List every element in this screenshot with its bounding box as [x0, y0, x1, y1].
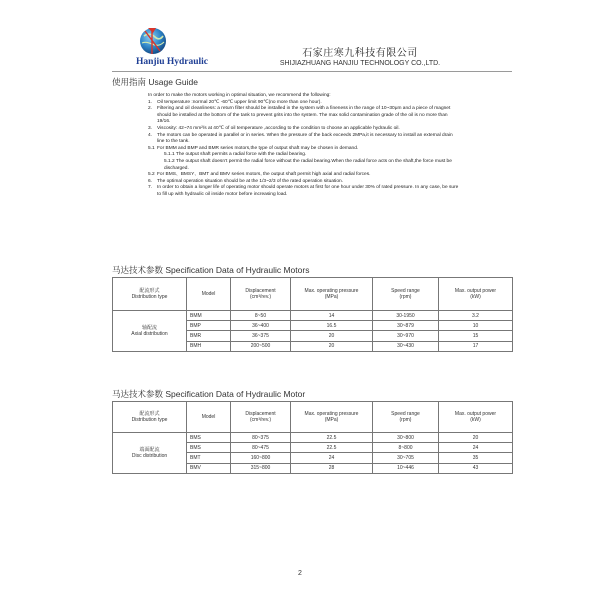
- header-text: Displacement: [245, 410, 276, 417]
- cell-model: BMP: [187, 321, 231, 331]
- header-power: [439, 402, 513, 433]
- header-text: Max. operating pressure: [304, 410, 359, 417]
- header-unit: (rpm): [399, 294, 412, 300]
- cell-speed: 30-1950: [373, 311, 439, 321]
- header-model: Model: [187, 278, 231, 311]
- cell-displacement: 315~800: [231, 463, 291, 473]
- cell-power: 24: [439, 443, 513, 453]
- cell-pressure: 24: [291, 453, 373, 463]
- usage-item-num: 2.: [148, 106, 153, 112]
- usage-item-text: 5.1.2 The output shaft doesn’t permit the radial force without the radial bearing.When the radial force acts on the shaft,the force must be discharged.: [164, 158, 452, 171]
- cell-pressure: 28: [291, 463, 373, 473]
- cell-pressure: 20: [291, 331, 373, 341]
- cell-power: 35: [439, 453, 513, 463]
- usage-item-text: Filtering and oil cleanliness: a return filter should be installed in the system with a fineness in the range of 10~30μm and a piece of magnet should be installed at the bottom of the tank to prevent grits into the system. The max solid contamination grade of the oil is no more than 19/16.: [157, 106, 451, 125]
- header-distribution-type: [113, 278, 187, 311]
- cell-speed: 30~705: [373, 453, 439, 463]
- header-text: Max. output power: [454, 287, 497, 294]
- spec-table-1-title: 马达技术参数 Specification Data of Hydraulic Motors: [112, 265, 310, 275]
- cell-displacement: 200~500: [231, 341, 291, 351]
- usage-item: [148, 172, 460, 179]
- table-row: [113, 433, 513, 443]
- usage-intro: In order to make the motors working in optimal situation, we recommend the following:: [148, 93, 331, 98]
- header-unit: (kW): [470, 294, 481, 300]
- header-pressure: [291, 402, 373, 433]
- group-label-en: Axial distribution: [131, 330, 168, 337]
- header-unit: (rpm): [399, 417, 412, 423]
- usage-item-num: 5.1: [148, 145, 155, 151]
- header-text: Max. output power: [454, 410, 497, 417]
- header-text: Displacement: [245, 287, 276, 294]
- usage-item-text: Oil temperature :normal 20℃ -60℃ upper limit 90℃(no more than one hour).: [157, 99, 322, 105]
- group-cell: [113, 433, 187, 474]
- header-text: 配流形式: [139, 287, 160, 294]
- header-power: [439, 278, 513, 311]
- usage-item-num: 5.2: [148, 172, 155, 178]
- header-displacement: [231, 402, 291, 433]
- usage-guide-title: 使用指南 Usage Guide: [112, 77, 198, 87]
- usage-item: [148, 126, 460, 133]
- header-text: Max. operating pressure: [304, 287, 359, 294]
- header-text: Speed range: [391, 410, 420, 417]
- company-name-block: [250, 44, 470, 67]
- cell-power: 43: [439, 463, 513, 473]
- cell-power: 3.2: [439, 311, 513, 321]
- cell-power: 10: [439, 321, 513, 331]
- cell-pressure: 20: [291, 341, 373, 351]
- cell-model: BMH: [187, 341, 231, 351]
- header-speed: [373, 402, 439, 433]
- spec-table-disc: [112, 401, 513, 474]
- cell-speed: 30~879: [373, 321, 439, 331]
- usage-item-num: 4.: [148, 132, 153, 138]
- globe-logo-icon: [136, 24, 170, 58]
- cell-pressure: 16.5: [291, 321, 373, 331]
- cell-model: BMS: [187, 433, 231, 443]
- cell-displacement: 8~50: [231, 311, 291, 321]
- header-distribution-type: [113, 402, 187, 433]
- cell-displacement: 36~375: [231, 331, 291, 341]
- usage-item-text: Viscosity: 42~74 mm²/s at 40℃ of oil temperature ,according to the condition to choose an applicable hydraulic oil.: [157, 125, 400, 131]
- header-divider: [112, 71, 512, 72]
- cell-displacement: 80~375: [231, 433, 291, 443]
- cell-model: BMR: [187, 331, 231, 341]
- usage-item-text: For BMM and BMP and BMR series motors,the type of output shaft may be chosen in demand.: [157, 145, 359, 151]
- header-displacement: [231, 278, 291, 311]
- group-label-en: Disc distribution: [131, 452, 168, 459]
- usage-item-text: The motors can be operated in parallel or in series. When the pressure of the back exceeds 2MPa,it is necessary to install an external drain line to the tank.: [157, 132, 453, 145]
- usage-item-text: The optimal operation situation should be at the 1/3~2/3 of the rated operation situation.: [157, 178, 344, 184]
- header-model: Model: [187, 402, 231, 433]
- header-unit: (cm³/rev.): [249, 417, 271, 423]
- usage-item-text: In order to obtain a longer life of operating motor should operate motors at first for one hour under 30% of rated pressure. In any case, be sure to fill up with hydraulic oil inside motor before increasing load.: [157, 185, 459, 197]
- header-unit: (MPa): [324, 417, 339, 423]
- cell-power: 17: [439, 341, 513, 351]
- header-text: Distribution type: [131, 417, 168, 423]
- cell-speed: 10~446: [373, 463, 439, 473]
- header-unit: (kW): [470, 417, 481, 423]
- company-name-en: SHIJIAZHUANG HANJIU TECHNOLOGY CO.,LTD.: [279, 60, 441, 67]
- cell-displacement: 36~400: [231, 321, 291, 331]
- cell-model: BMS: [187, 443, 231, 453]
- usage-guide-list: [148, 93, 460, 199]
- group-cell: [113, 311, 187, 352]
- usage-item-text: For BMS、BMSY、BMT and BMV series motors, the output shaft permit high axial and radial forces.: [157, 172, 371, 178]
- cell-model: BMT: [187, 453, 231, 463]
- usage-item-num: 6.: [148, 178, 153, 184]
- cell-power: 20: [439, 433, 513, 443]
- table-header-row: [113, 402, 513, 433]
- spec-table-2-title: 马达技术参数 Specification Data of Hydraulic Motor: [112, 389, 306, 399]
- header-text: 配流形式: [139, 410, 160, 417]
- header-speed: [373, 278, 439, 311]
- header-pressure: [291, 278, 373, 311]
- cell-pressure: 22.5: [291, 443, 373, 453]
- cell-displacement: 80~475: [231, 443, 291, 453]
- logo-text: Hanjiu Hydraulic: [135, 57, 209, 67]
- cell-speed: 8~800: [373, 443, 439, 453]
- page-number: 2: [298, 570, 302, 577]
- header-text: Distribution type: [131, 294, 168, 300]
- usage-item-num: 1.: [148, 99, 153, 105]
- group-label-cn: 轴配流: [141, 324, 157, 331]
- cell-power: 15: [439, 331, 513, 341]
- cell-speed: 30~970: [373, 331, 439, 341]
- company-name-cn: 石家庄寒九科技有限公司: [302, 48, 418, 59]
- usage-item: [148, 185, 460, 198]
- cell-pressure: 22.5: [291, 433, 373, 443]
- cell-displacement: 160~800: [231, 453, 291, 463]
- usage-item-num: 7.: [148, 185, 153, 191]
- group-label-cn: 端面配流: [139, 446, 160, 453]
- cell-pressure: 14: [291, 311, 373, 321]
- spec-table-axial: [112, 277, 513, 352]
- usage-item: [148, 133, 460, 146]
- table-row: [113, 311, 513, 321]
- header-unit: (cm³/rev.): [249, 294, 271, 300]
- company-logo: [112, 24, 232, 68]
- usage-subitem: [148, 159, 460, 172]
- usage-item-text: 5.1.1 The output shaft permits a radial force with the radial bearing.: [164, 152, 307, 158]
- usage-item: [148, 106, 460, 126]
- usage-item-num: 3.: [148, 125, 153, 131]
- usage-subitem: [148, 152, 460, 159]
- header-text: Speed range: [391, 287, 420, 294]
- header-unit: (MPa): [324, 294, 339, 300]
- table-header-row: [113, 278, 513, 311]
- cell-model: BMM: [187, 311, 231, 321]
- cell-speed: 30~800: [373, 433, 439, 443]
- cell-model: BMV: [187, 463, 231, 473]
- cell-speed: 30~430: [373, 341, 439, 351]
